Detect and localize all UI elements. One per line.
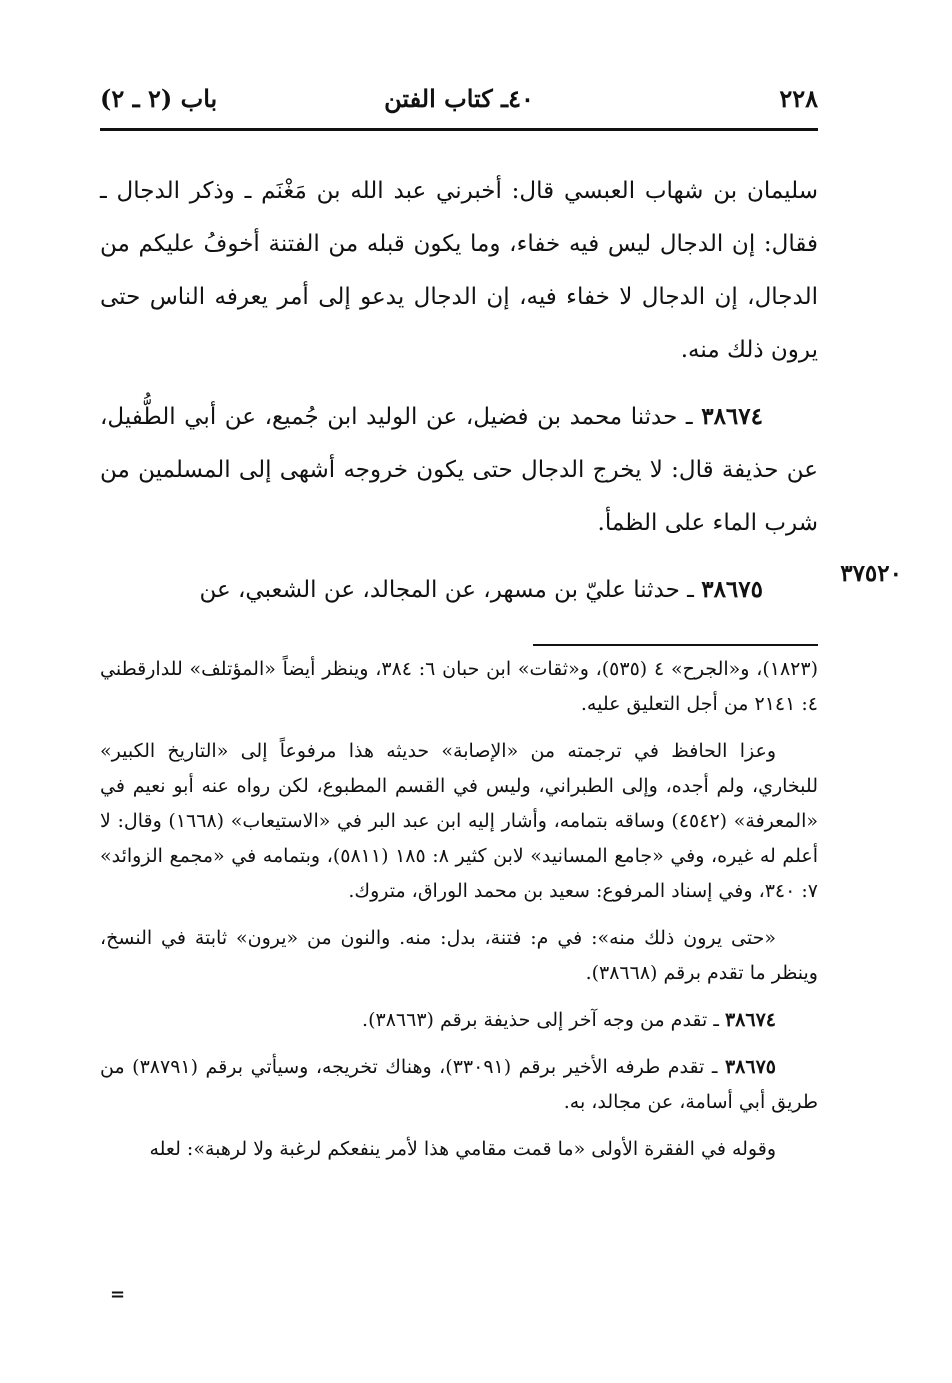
footnote-text: ـ تقدم من وجه آخر إلى حذيفة برقم (٣٨٦٦٣). [362, 1009, 725, 1031]
hadith-38674 [100, 390, 818, 550]
footnote-5 [100, 1050, 818, 1120]
footnote-1: (١٨٢٣)، و«الجرح» ٤ (٥٣٥)، و«ثقات» ابن حبان ٦: ٣٨٤، وينظر أيضاً «المؤتلف» للدارقطني ٤: ٢١٤١ من أجل التعليق عليه. [100, 658, 818, 715]
hadith-number: ٣٨٦٧٥ [701, 576, 763, 603]
hadith-number: ٣٨٦٧٤ [701, 403, 763, 430]
footnote-number: ٣٨٦٧٥ [724, 1056, 776, 1078]
page-number: ٢٢٨ [779, 84, 818, 113]
footnote-4 [100, 1003, 818, 1038]
margin-number: ٣٧٥٢٠ [840, 560, 902, 587]
paragraph-continuation: سليمان بن شهاب العبسي قال: أخبرني عبد الله بن مَغْنَم ـ وذكر الدجال ـ فقال: إن الدجال ليس فيه خفاء، وما يكون قبله من الفتنة أخوفُ عليكم من الدجال، إن الدجال لا خفاء فيه، إن الدجال يدعو إلى أمر يعرفه الناس حتى يرون ذلك منه. [100, 178, 818, 363]
footnote-3: «حتى يرون ذلك منه»: في م: فتنة، بدل: منه. والنون من «يرون» ثابتة في النسخ، وينظر ما تقدم برقم (٣٨٦٦٨). [100, 927, 818, 984]
footnote-number: ٣٨٦٧٤ [724, 1009, 776, 1031]
hadith-38675 [100, 563, 818, 617]
chapter-title: باب (٢ ـ ٢) [100, 84, 218, 113]
header-rule [100, 128, 818, 131]
footnotes [100, 652, 818, 1167]
footnote-text: ـ تقدم طرفه الأخير برقم (٣٣٠٩١)، وهناك تخريجه، وسيأتي برقم (٣٨٧٩١) من طريق أبي أسامة، عن مجالد، به. [100, 1056, 818, 1113]
hadith-text: ـ حدثنا عليّ بن مسهر، عن المجالد، عن الشعبي، عن [199, 577, 702, 603]
hadith-text: ـ حدثنا محمد بن فضيل، عن الوليد ابن جُميع، عن أبي الطُّفيل، عن حذيفة قال: لا يخرج الدجال حتى يكون خروجه أشهى إلى المسلمين من شرب الماء على الظمأ. [100, 404, 818, 536]
footnote-rule [533, 644, 818, 646]
continuation-mark: = [110, 1284, 126, 1305]
footnote-2: وعزا الحافظ في ترجمته من «الإصابة» حديثه هذا مرفوعاً إلى «التاريخ الكبير» للبخاري، ولم أجده، وإلى الطبراني، وليس في القسم المطبوع، لكن رواه عنه أبو نعيم في «المعرفة» (٤٥٤٢) وساقه بتمامه، وأشار إليه ابن عبد البر في «الاستيعاب» (١٦٦٨) وقال: لا أعلم له غيره، وفي «جامع المسانيد» لابن كثير ٨: ١٨٥ (٥٨١١)، وبتمامه في «مجمع الزوائد» ٧: ٣٤٠، وفي إسناد المرفوع: سعيد بن محمد الوراق، متروك. [100, 740, 818, 902]
book-title: ٤٠ـ كتاب الفتن [384, 84, 534, 113]
footnote-6: وقوله في الفقرة الأولى «ما قمت مقامي هذا لأمر ينفعكم لرغبة ولا لرهبة»: لعله [149, 1138, 776, 1160]
page-header [100, 80, 818, 124]
main-text [100, 165, 818, 617]
